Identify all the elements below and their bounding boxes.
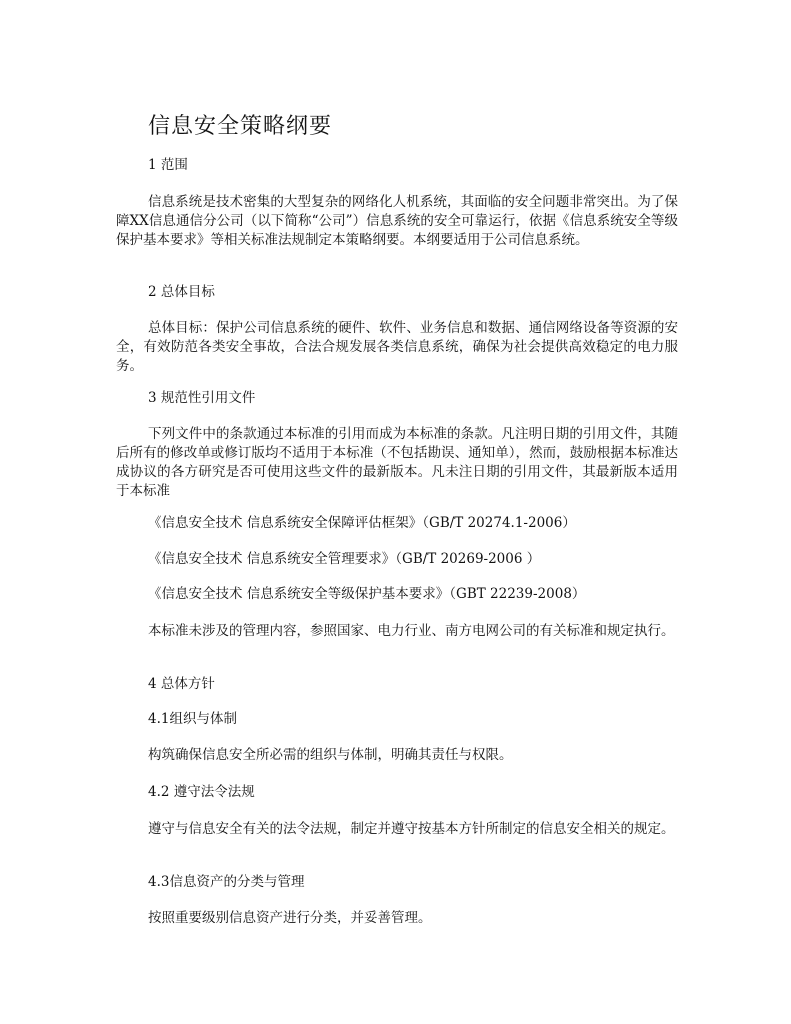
section-4-3-paragraph: 按照重要级别信息资产进行分类，并妥善管理。	[148, 910, 432, 926]
section-4-2-paragraph: 遵守与信息安全有关的法令法规，制定并遵守按基本方针所制定的信息安全相关的规定。	[148, 821, 675, 837]
document-title: 信息安全策略纲要	[148, 114, 333, 139]
section-4-1-heading: 4.1组织与体制	[148, 711, 237, 727]
section-1-heading: 1 范围	[148, 157, 188, 173]
reference-item-1: 《信息安全技术 信息系统安全保障评估框架》（GB/T 20274.1-2006）	[148, 515, 576, 531]
section-3-paragraph: 下列文件中的条款通过本标准的引用而成为本标准的条款。凡注明日期的引用文件，其随后所有的修改单或修订版均不适用于本标准（不包括勘误、通知单），然而，鼓励根据本标准达成协议的各方研究是否可使用这些文件的最新版本。凡未注日期的引用文件，其最新版本适用于本标准	[116, 426, 678, 499]
section-1-paragraph: 信息系统是技术密集的大型复杂的网络化人机系统，其面临的安全问题非常突出。为了保障XX信息通信分公司（以下简称“公司”）信息系统的安全可靠运行，依据《信息系统安全等级保护基本要求》等相关标准法规制定本策略纲要。本纲要适用于公司信息系统。	[116, 194, 678, 248]
section-3-note: 本标准未涉及的管理内容，参照国家、电力行业、南方电网公司的有关标准和规定执行。	[148, 623, 675, 639]
reference-item-3: 《信息安全技术 信息系统安全等级保护基本要求》（GBT 22239-2008）	[148, 586, 586, 602]
section-4-2-heading: 4.2 遵守法令法规	[148, 784, 255, 800]
section-4-heading: 4 总体方针	[148, 676, 215, 692]
section-4-3-heading: 4.3信息资产的分类与管理	[148, 874, 305, 890]
document-page	[116, 0, 678, 1024]
section-4-1-paragraph: 构筑确保信息安全所必需的组织与体制，明确其责任与权限。	[148, 747, 513, 763]
section-3-heading: 3 规范性引用文件	[148, 390, 256, 406]
reference-item-2: 《信息安全技术 信息系统安全管理要求》（GB/T 20269-2006 ）	[148, 551, 541, 567]
section-2-paragraph: 总体目标：保护公司信息系统的硬件、软件、业务信息和数据、通信网络设备等资源的安全，有效防范各类安全事故，合法合规发展各类信息系统，确保为社会提供高效稳定的电力服务。	[116, 320, 678, 374]
section-2-heading: 2 总体目标	[148, 284, 215, 300]
